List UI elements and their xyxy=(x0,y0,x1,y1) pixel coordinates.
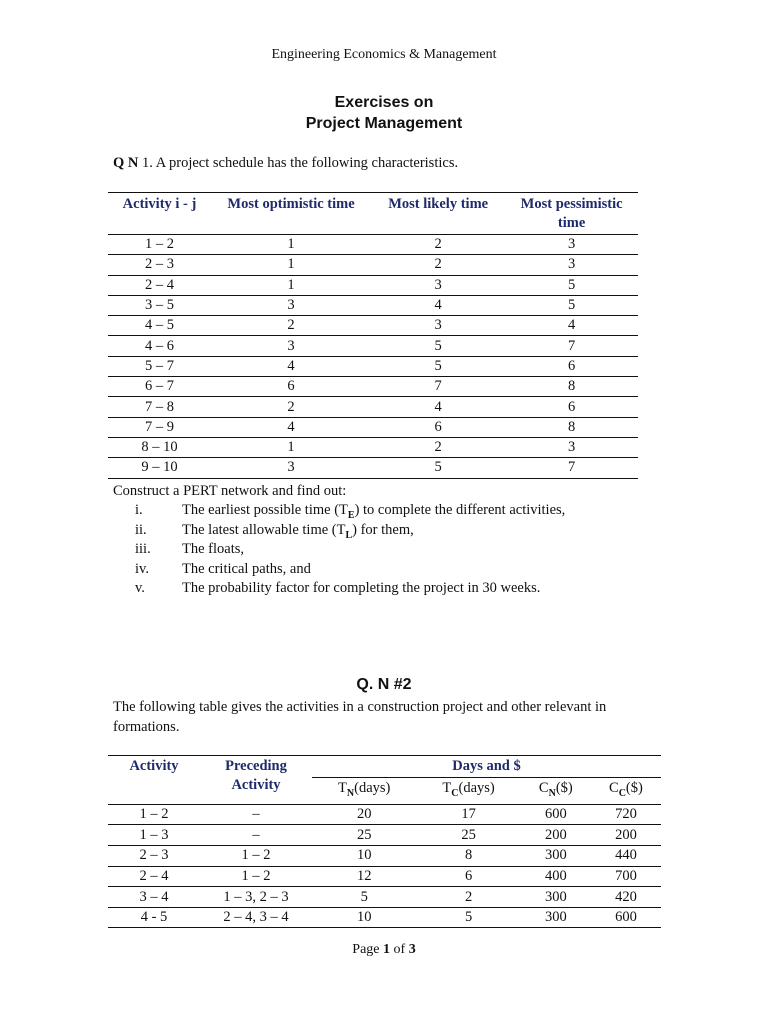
list-item-text xyxy=(182,502,565,521)
table-row xyxy=(108,255,638,275)
table-row xyxy=(108,907,661,928)
header-activity: Activity i - j xyxy=(108,193,211,235)
table-cell: 3 – 5 xyxy=(108,295,211,315)
table-cell: 7 – 9 xyxy=(108,417,211,437)
table-cell: 1 – 3 xyxy=(108,825,200,846)
subheader-base: T xyxy=(442,780,452,796)
subheader-subscript: N xyxy=(346,787,355,799)
table-row xyxy=(108,377,638,397)
table-cell: 5 xyxy=(371,336,505,356)
subheader-cell xyxy=(521,778,591,805)
table-cell: 5 xyxy=(371,356,505,376)
subheader-base: C xyxy=(609,780,619,796)
table-cell: 10 xyxy=(312,846,416,867)
table-cell: 6 – 7 xyxy=(108,377,211,397)
table-cell: 200 xyxy=(521,825,591,846)
table-cell: – xyxy=(200,825,312,846)
table-cell: 6 xyxy=(211,377,371,397)
list-item-number: iii. xyxy=(135,541,151,558)
table-cell: 4 - 5 xyxy=(108,907,200,928)
table-cell: 420 xyxy=(591,887,661,908)
table-cell: 3 xyxy=(505,255,638,275)
list-item-text-start: The floats, xyxy=(182,541,245,558)
table-cell: 12 xyxy=(312,866,416,887)
table-cell: 2 xyxy=(371,255,505,275)
table-row xyxy=(108,437,638,457)
subheader-unit: (days) xyxy=(354,780,391,796)
table-cell: 440 xyxy=(591,846,661,867)
pert-table-header-row xyxy=(108,193,638,235)
list-item-subscript: E xyxy=(347,509,355,521)
list-item-number: v. xyxy=(135,580,145,597)
table-cell: 2 – 4 xyxy=(108,275,211,295)
subheader-cell xyxy=(591,778,661,805)
subheader-base: C xyxy=(538,780,549,796)
header-preceding: Preceding Activity xyxy=(200,756,312,805)
list-item-text-start: The earliest possible time (T xyxy=(182,502,348,518)
table-cell: 2 – 3 xyxy=(108,255,211,275)
table-cell: 3 xyxy=(371,275,505,295)
table-cell: 8 – 10 xyxy=(108,437,211,457)
table-cell: 17 xyxy=(416,804,520,825)
table-cell: 6 xyxy=(371,417,505,437)
subheader-cell xyxy=(416,778,520,805)
table-cell: 7 xyxy=(505,458,638,478)
table-cell: 300 xyxy=(521,907,591,928)
table-cell: 5 xyxy=(371,458,505,478)
table-row xyxy=(108,846,661,867)
table-cell: 4 xyxy=(211,417,371,437)
table-cell: 1 – 2 xyxy=(108,804,200,825)
table-cell: 8 xyxy=(505,417,638,437)
table-row xyxy=(108,458,638,478)
table-cell: 3 xyxy=(211,458,371,478)
footer-prefix: Page xyxy=(352,942,384,957)
list-item xyxy=(135,541,655,561)
footer-of: of xyxy=(390,942,409,957)
table-cell: 2 – 4 xyxy=(108,866,200,887)
table-cell: 8 xyxy=(505,377,638,397)
table-cell: 5 xyxy=(312,887,416,908)
table-cell: 600 xyxy=(521,804,591,825)
table-cell: 1 – 2 xyxy=(200,866,312,887)
table-cell: 1 xyxy=(211,437,371,457)
subheader-cell xyxy=(312,778,416,805)
table-cell: 2 – 4, 3 – 4 xyxy=(200,907,312,928)
table-cell: 9 – 10 xyxy=(108,458,211,478)
table-cell: 5 xyxy=(505,275,638,295)
table-cell: 6 xyxy=(416,866,520,887)
question-1-intro xyxy=(113,155,458,172)
table-cell: 3 xyxy=(505,437,638,457)
table-cell: 2 xyxy=(211,397,371,417)
pert-table xyxy=(108,192,638,479)
subheader-unit: (days) xyxy=(458,780,495,796)
question-1-number: 1. xyxy=(142,155,153,171)
table-cell: 1 xyxy=(211,235,371,255)
table-cell: 5 – 7 xyxy=(108,356,211,376)
crashing-table-header-row xyxy=(108,756,661,778)
footer-page-number: 1 xyxy=(383,942,391,957)
document-header: Engineering Economics & Management xyxy=(271,47,497,62)
subheader-subscript: C xyxy=(618,787,626,799)
list-item-text-end: ) for them, xyxy=(352,521,414,538)
table-cell: 4 xyxy=(371,295,505,315)
table-cell: 5 xyxy=(416,907,520,928)
list-item xyxy=(135,502,655,522)
table-cell: 720 xyxy=(591,804,661,825)
table-cell: 1 xyxy=(211,275,371,295)
list-item xyxy=(135,561,655,581)
list-item-subscript: L xyxy=(345,529,353,541)
list-item-text xyxy=(182,580,540,597)
table-cell: 700 xyxy=(591,866,661,887)
table-cell: 1 – 2 xyxy=(108,235,211,255)
table-cell: 200 xyxy=(591,825,661,846)
table-cell: 25 xyxy=(416,825,520,846)
table-cell: 8 xyxy=(416,846,520,867)
page-footer xyxy=(0,942,768,958)
table-cell: 3 – 4 xyxy=(108,887,200,908)
list-item-text xyxy=(182,522,414,541)
table-cell: 25 xyxy=(312,825,416,846)
footer-page-total: 3 xyxy=(408,942,416,957)
title-line-1: Exercises on xyxy=(334,94,434,111)
title-line-2: Project Management xyxy=(305,115,463,132)
table-row xyxy=(108,316,638,336)
subheader-base: T xyxy=(338,780,347,796)
list-item-number: iv. xyxy=(135,560,149,577)
question-2-title: Q. N #2 xyxy=(356,676,412,693)
list-item-number: ii. xyxy=(135,521,147,538)
table-row xyxy=(108,397,638,417)
table-cell: 10 xyxy=(312,907,416,928)
header-pessimistic: Most pessimistic time xyxy=(505,193,638,235)
table-row xyxy=(108,866,661,887)
table-cell: 3 xyxy=(211,295,371,315)
table-cell: 7 – 8 xyxy=(108,397,211,417)
list-item xyxy=(135,522,655,542)
table-cell: 4 xyxy=(505,316,638,336)
table-cell: 300 xyxy=(521,846,591,867)
table-cell: 2 xyxy=(211,316,371,336)
table-cell: 600 xyxy=(591,907,661,928)
list-item xyxy=(135,580,655,600)
table-cell: 7 xyxy=(505,336,638,356)
table-cell: 1 – 2 xyxy=(200,846,312,867)
table-row xyxy=(108,887,661,908)
table-cell: 6 xyxy=(505,397,638,417)
table-cell: 3 xyxy=(371,316,505,336)
table-cell: 2 xyxy=(371,235,505,255)
table-cell: 20 xyxy=(312,804,416,825)
table-cell: 2 xyxy=(371,437,505,457)
table-cell: 7 xyxy=(371,377,505,397)
table-row xyxy=(108,825,661,846)
subheader-subscript: N xyxy=(548,787,556,799)
table-row xyxy=(108,295,638,315)
table-cell: 2 – 3 xyxy=(108,846,200,867)
list-item-text-start: The critical paths, and xyxy=(182,560,311,577)
table-cell: 4 xyxy=(211,356,371,376)
list-item-text-start: The latest allowable time (T xyxy=(182,521,346,538)
table-cell: 300 xyxy=(521,887,591,908)
subheader-unit: ($) xyxy=(555,780,573,796)
subheader-subscript: C xyxy=(451,787,459,799)
list-item-text-start: The probability factor for completing the project in 30 weeks. xyxy=(182,580,541,597)
question-1-label: Q N xyxy=(113,155,139,171)
header-activity-2: Activity xyxy=(108,756,200,805)
table-cell: 1 xyxy=(211,255,371,275)
table-cell: 5 xyxy=(505,295,638,315)
table-row xyxy=(108,235,638,255)
table-cell: 4 xyxy=(371,397,505,417)
question-1-text: A project schedule has the following characteristics. xyxy=(152,155,459,171)
crashing-table xyxy=(108,755,661,928)
list-item-text xyxy=(182,541,244,558)
table-row xyxy=(108,356,638,376)
table-cell: 400 xyxy=(521,866,591,887)
subheader-unit: ($) xyxy=(625,780,643,796)
table-cell: 4 – 6 xyxy=(108,336,211,356)
table-row xyxy=(108,804,661,825)
table-row xyxy=(108,336,638,356)
table-cell: 1 – 3, 2 – 3 xyxy=(200,887,312,908)
instruction-text: Construct a PERT network and find out: xyxy=(113,483,347,499)
header-days-and-cost: Days and $ xyxy=(312,756,661,778)
table-row xyxy=(108,417,638,437)
table-cell: 2 xyxy=(416,887,520,908)
list-item-number: i. xyxy=(135,502,143,518)
table-cell: 3 xyxy=(505,235,638,255)
list-item-text-end: ) to complete the different activities, xyxy=(354,502,566,518)
header-optimistic: Most optimistic time xyxy=(211,193,371,235)
table-row xyxy=(108,275,638,295)
table-cell: 6 xyxy=(505,356,638,376)
table-cell: 4 – 5 xyxy=(108,316,211,336)
table-cell: 3 xyxy=(211,336,371,356)
header-likely: Most likely time xyxy=(371,193,505,235)
question-2-description: The following table gives the activities in a construction project and other relevant in formations. xyxy=(113,699,607,735)
list-item-text xyxy=(182,561,311,578)
table-cell: – xyxy=(200,804,312,825)
